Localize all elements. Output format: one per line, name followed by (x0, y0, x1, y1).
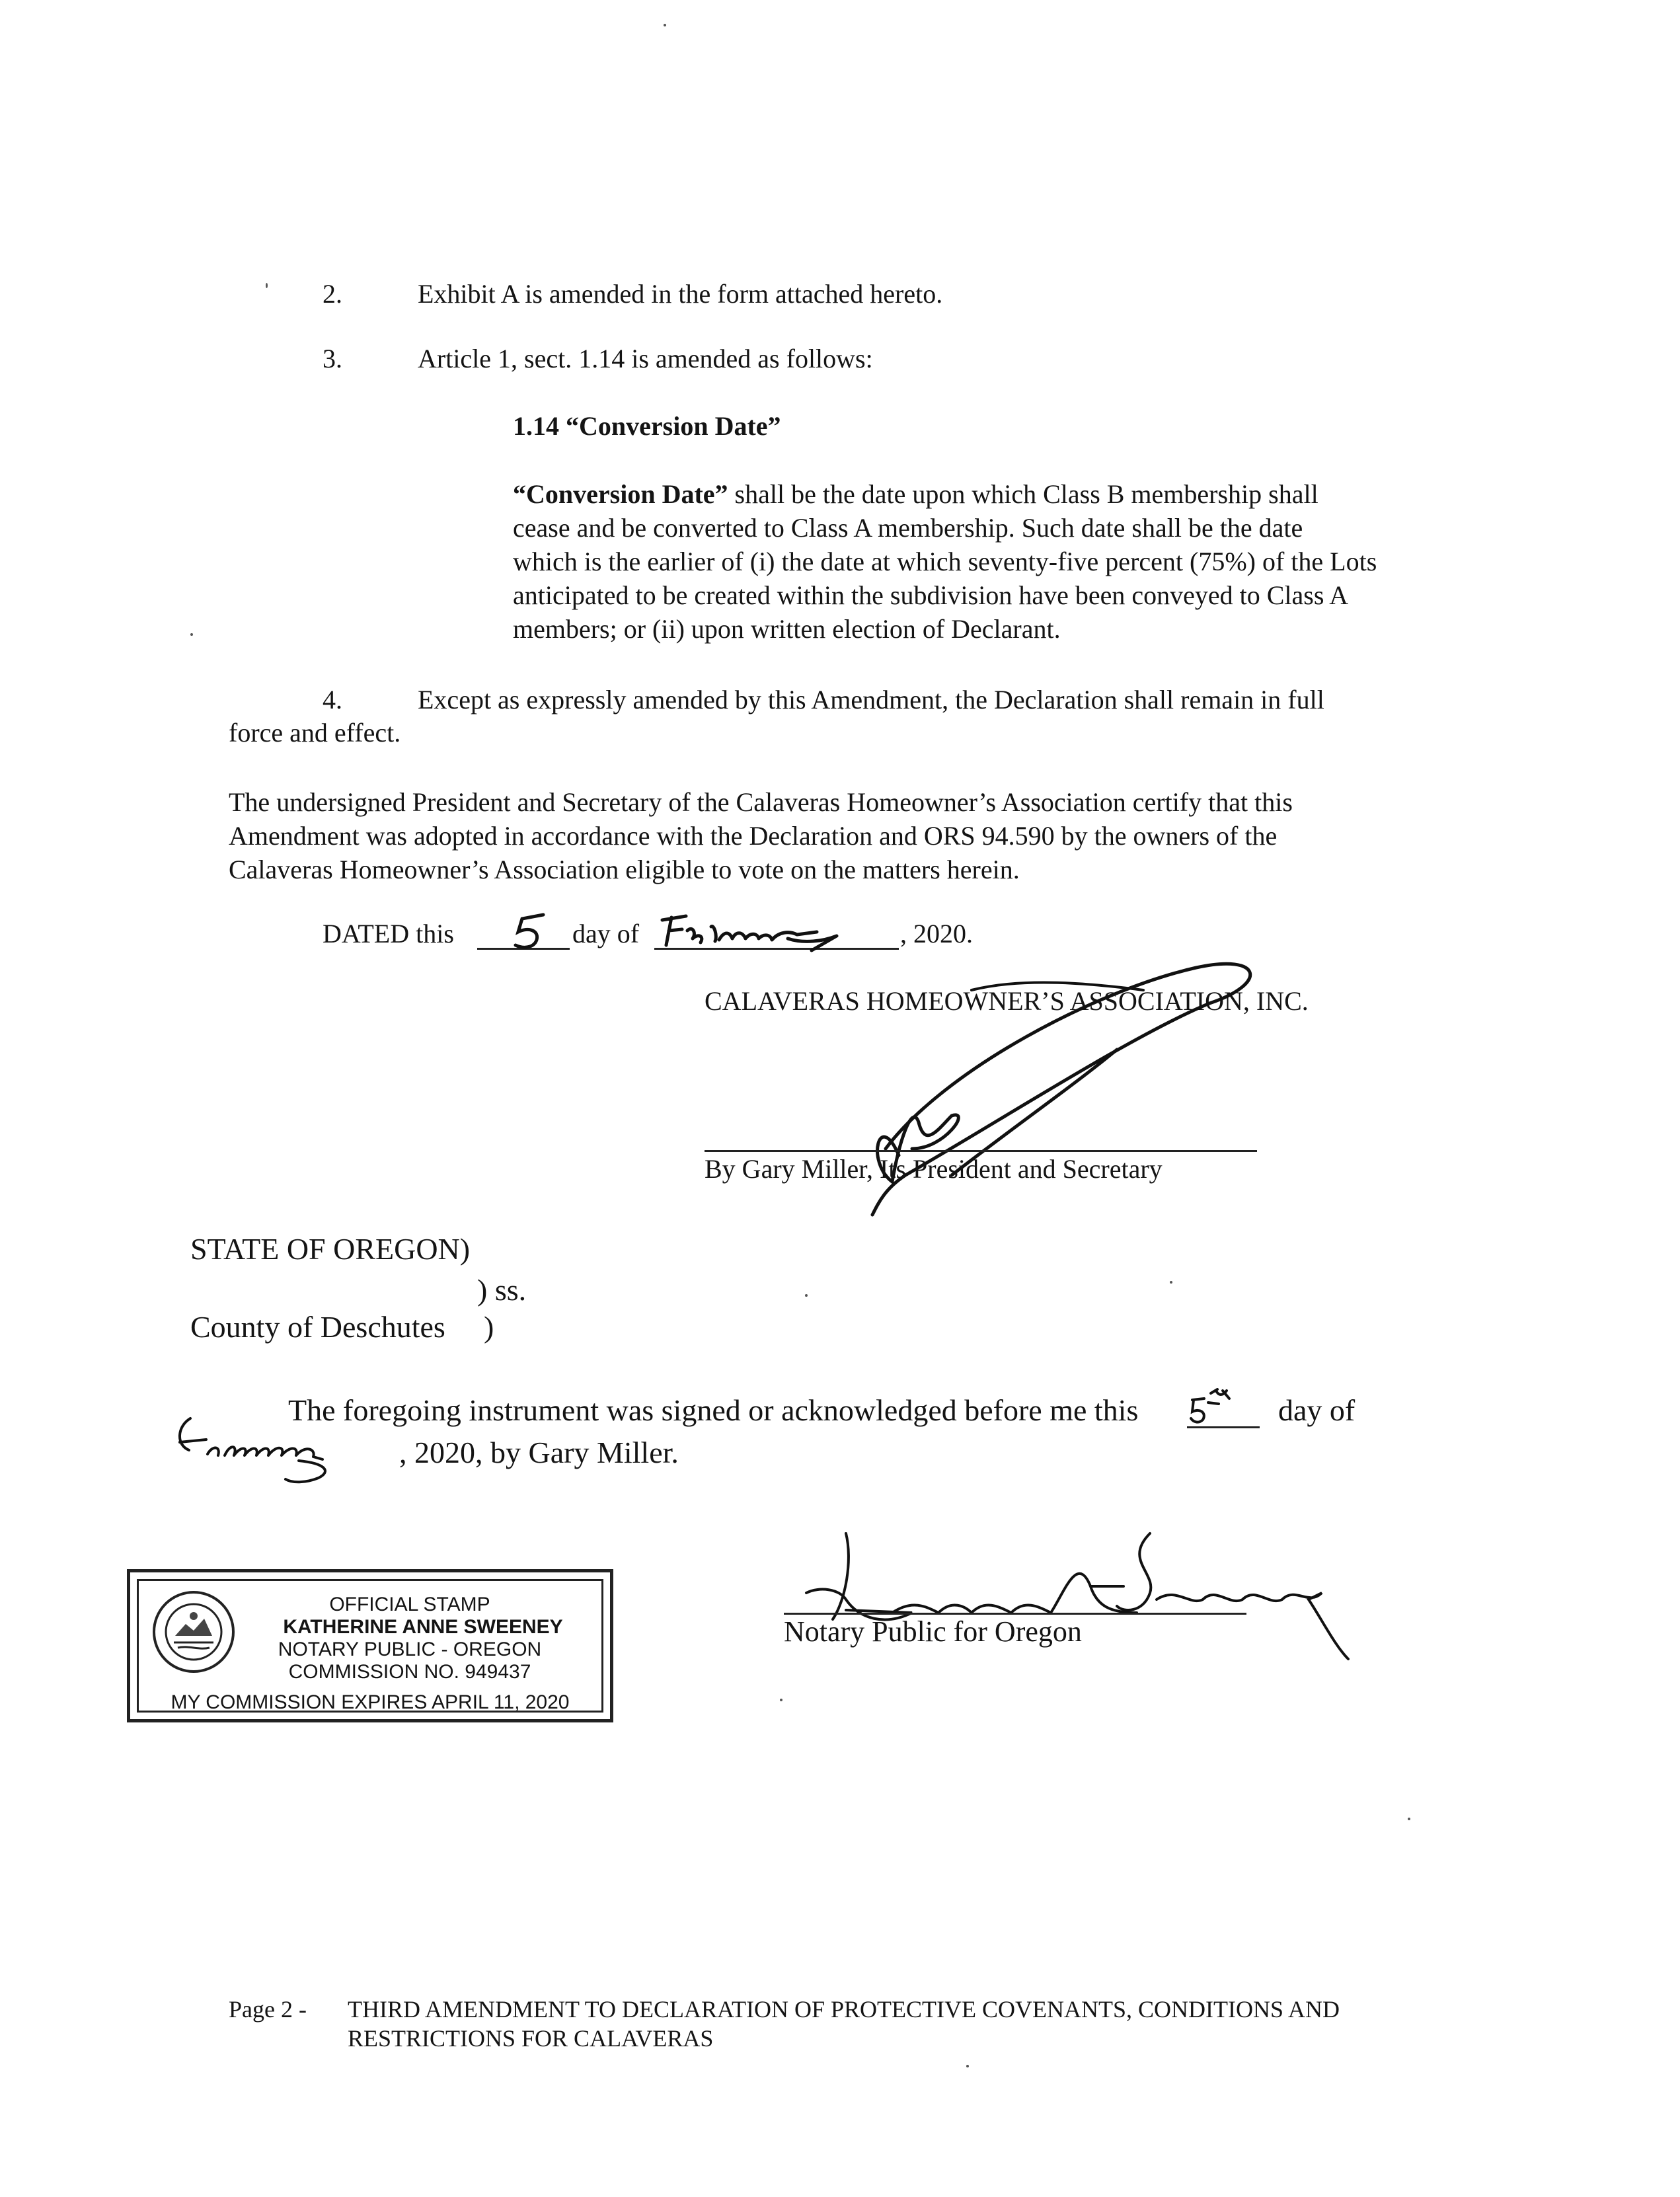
item-3-number: 3. (323, 344, 342, 373)
acknowledgment-line2: , 2020, by Gary Miller. (399, 1436, 679, 1469)
scan-speck (780, 1699, 783, 1701)
notary-official-stamp (127, 1569, 613, 1722)
footer-title-line2: RESTRICTIONS FOR CALAVERAS (348, 2025, 714, 2052)
venue-county-paren: ) (484, 1310, 494, 1344)
president-signature (786, 950, 1289, 1228)
footer-title-line1: THIRD AMENDMENT TO DECLARATION OF PROTECTIVE COVENANTS, CONDITIONS AND (348, 1996, 1340, 2023)
defined-term: “Conversion Date” (513, 479, 728, 509)
certification-line: Amendment was adopted in accordance with the Declaration and ORS 94.590 by the owners of the (229, 821, 1278, 851)
acknowledgment-day-of: day of (1278, 1393, 1355, 1427)
item-4-line1: Except as expressly amended by this Amendment, the Declaration shall remain in full (418, 685, 1324, 714)
dated-prefix: DATED this (323, 919, 454, 948)
association-name: CALAVERAS HOMEOWNER’S ASSOCIATION, INC. (705, 986, 1309, 1016)
venue-county: County of Deschutes (190, 1310, 445, 1344)
certification-line: The undersigned President and Secretary of the Calaveras Homeowner’s Association certify that this (229, 787, 1293, 817)
signature-line (705, 1150, 1257, 1152)
scan-speck (190, 633, 193, 636)
acknowledgment-line1: The foregoing instrument was signed or acknowledged before me this (288, 1393, 1139, 1427)
notary-signature (780, 1520, 1361, 1692)
footer-page-number: Page 2 - (229, 1996, 307, 2023)
certification-line: Calaveras Homeowner’s Association eligible to vote on the matters herein. (229, 855, 1020, 884)
handwritten-ack-day (1190, 1388, 1242, 1428)
scan-speck (1170, 1281, 1172, 1284)
scan-speck (805, 1294, 808, 1297)
stamp-expires: MY COMMISSION EXPIRES APRIL 11, 2020 (171, 1691, 570, 1713)
section-body-line: anticipated to be created within the subdivision have been conveyed to Class A (513, 580, 1349, 610)
certification-paragraph (229, 785, 1293, 886)
section-body-line: members; or (ii) upon written election of Declarant. (513, 614, 1061, 644)
scan-speck (1408, 1818, 1410, 1820)
section-body-line: which is the earlier of (i) the date at which seventy-five percent (75%) of the Lots (513, 547, 1377, 576)
venue-ss: ) ss. (477, 1273, 527, 1307)
notary-signature-line (784, 1613, 1246, 1615)
item-4-line2: force and effect. (229, 718, 401, 748)
section-heading: 1.14 “Conversion Date” (513, 411, 781, 441)
item-4-number: 4. (323, 685, 342, 714)
signer-name: By Gary Miller, Its President and Secretary (705, 1154, 1163, 1184)
stamp-commission: COMMISSION NO. 949437 (288, 1661, 531, 1683)
stamp-title: OFFICIAL STAMP (329, 1594, 490, 1615)
handwritten-ack-month (167, 1408, 404, 1514)
item-2-number: 2. (323, 279, 342, 309)
dated-suffix: , 2020. (900, 919, 973, 948)
scan-speck (966, 2065, 969, 2067)
item-3-text: Article 1, sect. 1.14 is amended as follows: (418, 344, 873, 373)
stamp-role: NOTARY PUBLIC - OREGON (278, 1638, 542, 1660)
scan-speck (664, 24, 666, 26)
section-body-line: shall be the date upon which Class B membership shall (728, 479, 1318, 509)
section-body-line: cease and be converted to Class A membership. Such date shall be the date (513, 513, 1303, 543)
item-2-text: Exhibit A is amended in the form attached hereto. (418, 279, 943, 309)
scan-speck (266, 283, 268, 288)
stamp-notary-name: KATHERINE ANNE SWEENEY (283, 1616, 563, 1638)
dated-middle: day of (572, 919, 640, 948)
notary-label: Notary Public for Oregon (784, 1615, 1082, 1648)
section-body (513, 477, 1377, 646)
venue-state: STATE OF OREGON) (190, 1232, 471, 1266)
state-seal-icon (151, 1590, 236, 1674)
handwritten-day (509, 909, 555, 956)
